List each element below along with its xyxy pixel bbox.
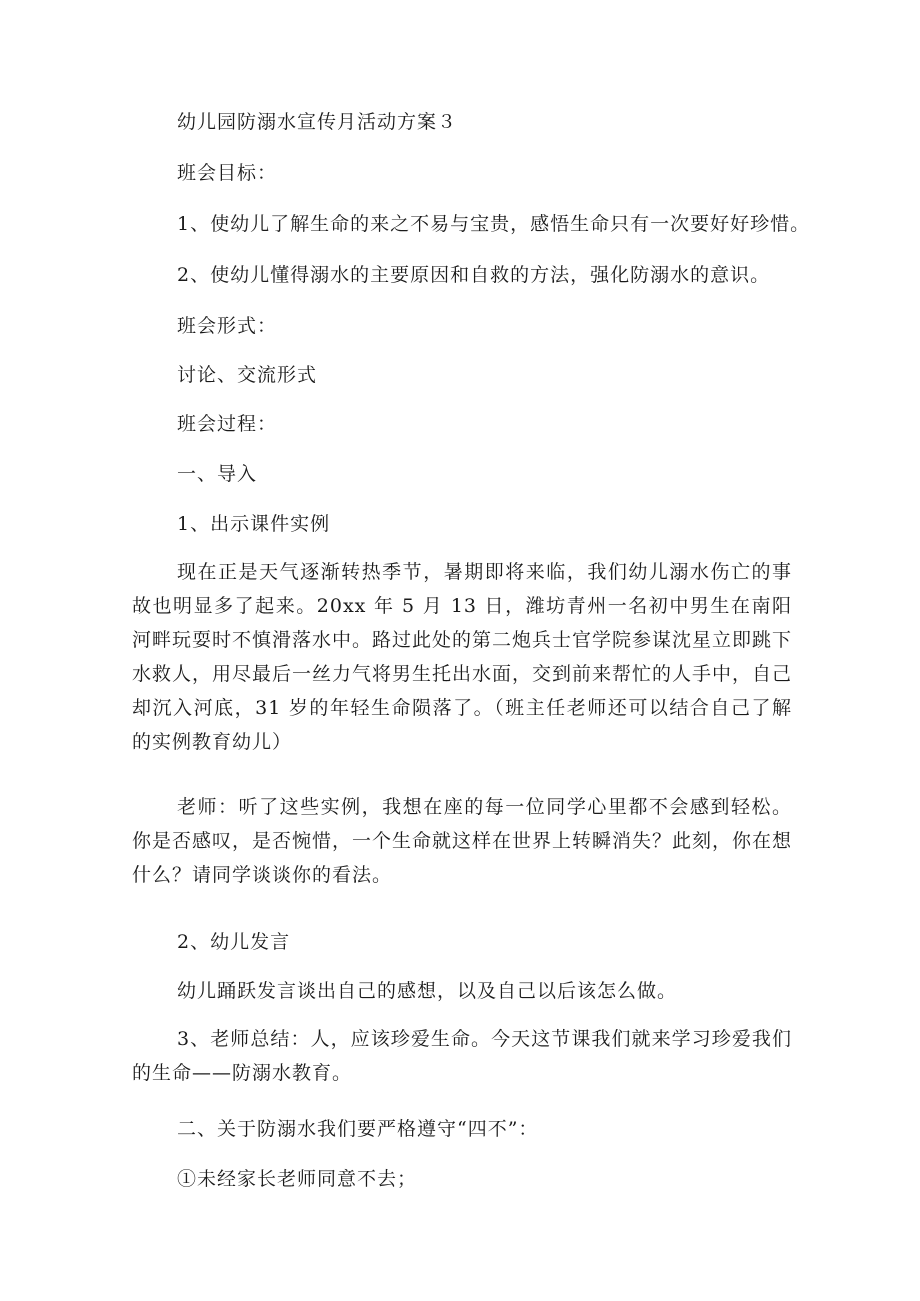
form-heading: 班会形式： <box>177 315 278 337</box>
case-paragraph: 现在正是天气逐渐转热季节，暑期即将来临，我们幼儿溺水伤亡的事故也明显多了起来。20xx 年 5 月 13 日，潍坊青州一名初中男生在南阳河畔玩耍时不慎滑落水中。路过此处的第二炮兵士官学院参谋沈星立即跳下水救人，用尽最后一丝力气将男生托出水面，交到前来帮忙的人手中，自己却沉入河底，31 岁的年轻生命陨落了。（班主任老师还可以结合自己了解的实例教育幼儿） <box>132 561 793 753</box>
list-item-1-1: 1、出示课件实例 <box>177 513 331 535</box>
document-title: 幼儿园防溺水宣传月活动方案３ <box>177 111 458 133</box>
goal-item-2: 2、使幼儿懂得溺水的主要原因和自救的方法，强化防溺水的意识。 <box>177 264 771 286</box>
goal-item-1: 1、使幼儿了解生命的来之不易与宝贵，感悟生命只有一次要好好珍惜。 <box>177 213 811 235</box>
summary-paragraph: 3、老师总结：人，应该珍爱生命。今天这节课我们就来学习珍爱我们的生命——防溺水教育。 <box>132 1028 792 1084</box>
teacher-paragraph: 老师：听了这些实例，我想在座的每一位同学心里都不会感到轻松。你是否感叹，是否惋惜，一个生命就这样在世界上转瞬消失？此刻，你在想什么？请同学谈谈你的看法。 <box>132 796 793 886</box>
speech-text: 幼儿踊跃发言谈出自己的感想，以及自己以后该怎么做。 <box>177 980 678 1002</box>
goal-heading: 班会目标： <box>177 162 278 184</box>
section-heading-1: 一、导入 <box>177 463 258 485</box>
rule-item-1: ①未经家长老师同意不去； <box>177 1168 418 1190</box>
form-text: 讨论、交流形式 <box>177 364 318 386</box>
section-heading-2: 二、关于防溺水我们要严格遵守“四不”： <box>177 1118 539 1140</box>
process-heading: 班会过程： <box>177 413 278 435</box>
list-item-1-2: 2、幼儿发言 <box>177 931 291 953</box>
